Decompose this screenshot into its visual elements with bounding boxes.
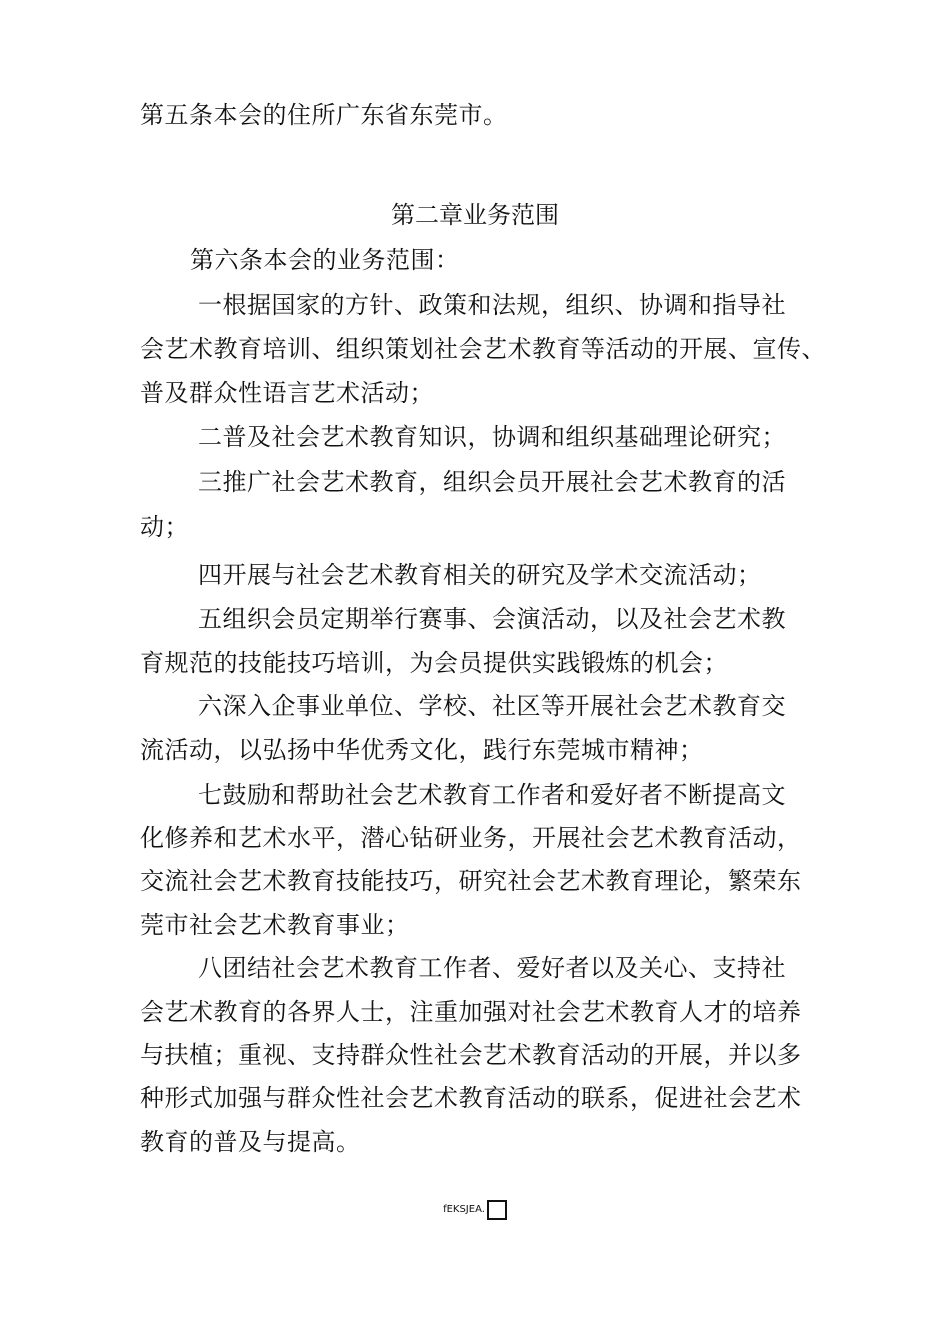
item-1-line-3: 普及群众性语言艺术活动； — [140, 379, 434, 407]
item-6-line-2: 流活动，以弘扬中华优秀文化，践行东莞城市精神； — [140, 736, 704, 764]
item-8-line-3: 与扶植；重视、支持群众性社会艺术教育活动的开展，并以多 — [140, 1041, 802, 1069]
article-6-intro: 第六条本会的业务范围： — [190, 246, 460, 274]
item-2-line-1: 二普及社会艺术教育知识，协调和组织基础理论研究； — [198, 423, 786, 451]
item-5-line-2: 育规范的技能技巧培训，为会员提供实践锻炼的机会； — [140, 649, 728, 677]
article-5: 第五条本会的住所广东省东莞市。 — [140, 101, 508, 129]
item-1-line-1: 一根据国家的方针、政策和法规，组织、协调和指导社 — [198, 291, 786, 319]
item-8-line-4: 种形式加强与群众性社会艺术教育活动的联系，促进社会艺术 — [140, 1084, 802, 1112]
item-7-line-4: 莞市社会艺术教育事业； — [140, 911, 410, 939]
item-3-line-1: 三推广社会艺术教育，组织会员开展社会艺术教育的活 — [198, 468, 786, 496]
item-3-line-2: 动； — [140, 513, 189, 541]
item-7-line-2: 化修养和艺术水平，潜心钻研业务，开展社会艺术教育活动， — [140, 824, 802, 852]
square-mark-icon — [487, 1200, 507, 1220]
chapter-title: 第二章业务范围 — [391, 201, 559, 229]
item-4-line-1: 四开展与社会艺术教育相关的研究及学术交流活动； — [198, 561, 762, 589]
item-6-line-1: 六深入企事业单位、学校、社区等开展社会艺术教育交 — [198, 692, 786, 720]
item-1-line-2: 会艺术教育培训、组织策划社会艺术教育等活动的开展、宣传、 — [140, 335, 826, 363]
item-8-line-5: 教育的普及与提高。 — [140, 1128, 361, 1156]
item-5-line-1: 五组织会员定期举行赛事、会演活动，以及社会艺术教 — [198, 605, 786, 633]
item-8-line-1: 八团结社会艺术教育工作者、爱好者以及关心、支持社 — [198, 954, 786, 982]
item-7-line-3: 交流社会艺术教育技能技巧，研究社会艺术教育理论，繁荣东 — [140, 867, 802, 895]
item-8-line-2: 会艺术教育的各界人士，注重加强对社会艺术教育人才的培养 — [140, 998, 802, 1026]
footer-text: fEKSJEA. — [443, 1204, 485, 1215]
page-footer — [0, 1200, 950, 1221]
item-7-line-1: 七鼓励和帮助社会艺术教育工作者和爱好者不断提高文 — [198, 781, 786, 809]
